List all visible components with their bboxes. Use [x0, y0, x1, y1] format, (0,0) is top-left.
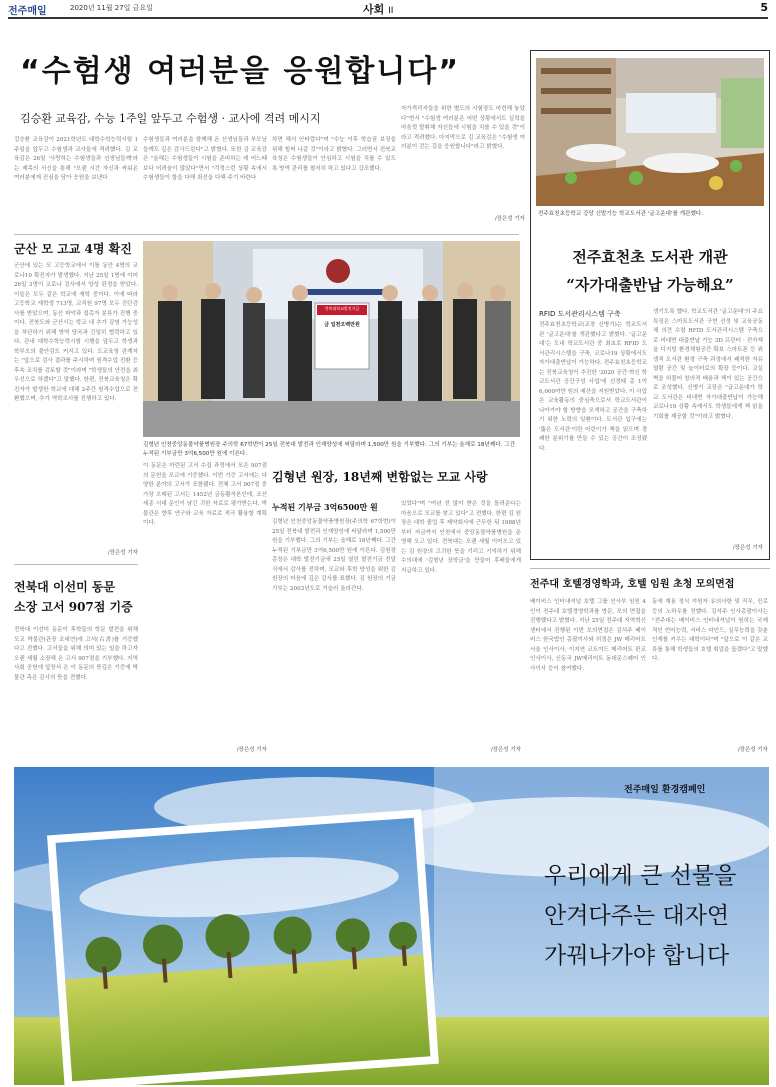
donation-headline: 김형년 원장, 18년째 변함없는 모교 사랑	[272, 470, 488, 484]
library-col1: 전주효천초등학교(교장 신병기)는 학교도서관 '글고운대'를 개관했다고 밝혔다. '글고운대'는 도내 학교도서관 중 최초로 RFID 도서관리시스템을 구축, 코로나19 상황에서도 자가대출반납이 가능하다. 전주효천초등학교는 전북교육청이 추진한 '2020 공간·혁신 학교도서관 공간구성 사업'에 선정돼 총 1억 6,000여만 원의 예산을 지원받았다. 이 사업은 교육활동의 중심축으로서 학교도서관이 나아가야 할 방향을 모색하고 공간을 구축하기 위한 노력의 일환이다. 도서관 입구에는 '뚫은 도서관'이란 어린이가 책을 읽으며 경쾌한 분위기를 만들 수 있는 공간이 조성됐다.	[539, 322, 647, 452]
banner-col1: 김승환 교육감이 2021학년도 대학수학능력시험 1주일을 앞두고 수험생과 교사들에 격려했다. 김 교육감은 26일 '사랑하는 수험생들과 선생님들께'라는 제목의 서신을 통해 "오랜 시간 자신과 싸워온 여러분에게 진심을 담아 응원을 보낸다	[14, 137, 138, 181]
hotel-rule	[530, 568, 770, 569]
header-rule	[8, 17, 768, 19]
donation-board-top: 전북대학교발전기금	[324, 306, 360, 311]
banner-headline: “수험생 여러분을 응원합니다”	[20, 54, 461, 89]
library-headline-1: 전주효천초 도서관 개관	[572, 248, 728, 266]
banner-byline: /장은성 기자	[494, 216, 525, 222]
lee-headline-2: 소장 고서 907점 기증	[14, 600, 133, 614]
library-photo	[536, 58, 764, 206]
masthead: 전주매일	[8, 6, 47, 17]
campaign-line-1: 우리에게 큰 선물을	[544, 863, 737, 889]
campaign-label: 전주매일 환경캠페인	[624, 785, 706, 795]
section-title: 사회 II	[363, 3, 394, 16]
donation-col2: 있었다"며 "여년 전 많이 받은 것을 돌려준다는 마음으로 모교를 찾고 있다"고 전했다. 한편 김 원장은 대학 졸업 후 제약회사에 근무한 뒤 1988년부터 지금까지 인천에서 중앙동물약품병원을 운영해 오고 있다. 전북대는 오랜 세월 이어오고 있는 김 원장의 고귀한 뜻을 기리고 기억하기 위해 수의대에 '김형년 장학금'을 만들어 후배들에게 지급하고 있다.	[401, 501, 521, 574]
banner-col3: 하면 해서 안타깝다"며 "수능 이후 학습권 보장을 위해 힘써 나갈 것"이라고 밝혔다. 그러면서 전북교육청은 수험생들이 안심하고 시험을 치를 수 있도록 방역 관리를 철저히 하고 있다고 강조했다.	[272, 137, 396, 172]
gunsan-body: 군산에 있는 모 고등학교에서 이틀 동안 4명의 코로나19 확진자가 발생했다. 지난 25일 1명에 이어 26일 3명이 코로나 검사에서 양성 판정을 받았다. 이들은 모두 같은 학교에 재학 중이다. 이에 따라 고등학교 재학생 713명, 교직원 97명 모두 진단검사를 받았으며, 동선 파악과 접촉자 분류가 진행 중이다. 전북도와 군산시는 학교 내 추가 감염 가능성을 차단하기 위해 방역 당국과 긴밀히 협력하고 있다. 관내 대학수학능력시험 시행을 앞두고 학생과 학부모의 불안감도 커지고 있다. 도교육청 관계자는 "앞으로 검사 결과를 주시하며 원격수업 전환 등 후속 조치를 검토할 것"이라며 "학생들의 안전을 최우선으로 하겠다"고 말했다. 한편, 전북교육청은 확진자가 발생한 학교에 대해 2주간 원격수업으로 전환했으며, 추가 역학조사를 진행하고 있다.	[14, 263, 138, 402]
gunsan-rule	[14, 234, 519, 235]
banner-col4: 자가격리자들을 위한 별도의 시험장도 마련해 놓았다"면서 "수험생 여러분은 어떤 상황에서도 실력을 마음껏 발휘해 자신들에 시험을 치를 수 있을 것"이라고 격려했다. 마지막으로 김 교육감은 "수험생 여러분이 걷는 길을 응원합니다"라고 밝혔다.	[401, 106, 525, 150]
donation-board-main: 금 일천오백만원	[324, 322, 360, 328]
donation-subhead: 누적된 기부금 3억6500만 원	[272, 502, 378, 512]
campaign-line-3: 가꿔나가야 합니다	[544, 943, 730, 969]
page-header	[8, 0, 768, 16]
hotel-byline: /장은성 기자	[737, 747, 768, 753]
library-headline-2: “자가대출반납 가능해요”	[566, 276, 734, 294]
issue-date: 2020년 11월 27일 금요일	[70, 4, 153, 12]
lee-rule	[14, 564, 138, 565]
hotel-headline: 전주대 호텔경영학과, 호텔 임원 초청 모의면접	[530, 579, 735, 590]
campaign-ad	[14, 767, 769, 1085]
donation-col1: 김형년 인천중앙동물약품병원장(주의학 67학번)이 25일 전북대 발전과 인재양성에 써달라며 1,500만 원을 기부했다. 그의 기부는 올해로 18년째다. 그간 누적된 기부금만 3억6,500만 원에 이른다. 김원장 총장은 대학 발전기금에 25일 열린 발전기금 전달식에서 감사를 전하며, 모교와 후학 양성을 위한 김 원장의 마음에 깊은 감사를 표했다. 김 원장의 기금 기부는 2003년도로 거슬러 올라간다.	[272, 519, 396, 592]
donation-photo-caption: 김형년 인천중앙동물약품병원장 주의학 67학번이 25일 전북대 발전과 인재양성에 써달라며 1,500만 원을 기부했다. 그의 기부는 올해로 18년째다. 그간 누적된 기부금만 3억6,500만 원에 이른다.	[143, 442, 515, 457]
donation-photo	[143, 241, 520, 437]
library-photo-caption: 전주효천초등학교 강당 신발기능 학교도서관 '글고운대'를 개관했다.	[538, 211, 704, 217]
banner-col2: 수험생들과 여러분을 함께해 온 선생님들과 부모님들께도 깊은 감사드린다"고 밝혔다. 또한 김 교육감은 "올해는 수험생들이 시험을 준비하는 데 어느때보다 어려움이 많았다"면서 "걱정스런 상황 속에서 수험생들이 합을 다해 최선을 다해 주기 바란다	[143, 137, 267, 181]
gunsan-byline: /장은성 기자	[107, 550, 138, 556]
lee-col2: 이 동문은 마련된 고서 수집 과정에서 모은 907점의 문헌을 모교에 기증했다. 이번 기증 고서에는 다양한 분야의 고서가 포함됐다. 전체 고서 907점 중 가장 오래된 고서는 1452년 금동활자본인데, 조선 세종 시대 문인이 남긴 귀한 자료로 평가받는다. 박물관은 향후 연구와 교육 자료로 적극 활용할 계획이다.	[143, 463, 267, 526]
page-number: 5	[760, 1, 768, 14]
lee-byline: /장은성 기자	[236, 747, 267, 753]
hotel-col1: 베이비스 인터내셔널 호텔 그룹 인사부 임원 4인이 전주대 호텔경영학과를 방문, 모의 면접을 진행했다고 밝혔다. 지난 25일 전주대 지역혁신센터에서 진행된 이번 모의면접은 김석주 베이비스 한국법인 총괄이사와 허정은 JW 메리어트 서울 인사이사, 이지연 코트야드 메리어트 판교 인사이사, 신동국 JW메리어트 동대문스퀘어 인사이사 등이 참여했다.	[530, 599, 646, 672]
donation-byline: /장은성 기자	[490, 747, 521, 753]
banner-subhead: 김승환 교육감, 수능 1주일 앞두고 수험생 · 교사에 격려 메시지	[20, 112, 321, 125]
lee-col1: 전북대 이선미 동문이 후학들의 학문 발전을 위해 모교 박물관(관장 조대연)에 고서(古書)를 기증했다고 전했다. 고서들을 위해 의미 있는 일을 하고자 오랜 세월 소장해 온 고서 907점을 기부했다. 지역사회 공헌에 앞장서 온 이 동문의 뜻깊은 기증에 박물관 측은 감사의 뜻을 전했다.	[14, 627, 138, 681]
library-byline: /장은성 기자	[732, 545, 763, 551]
campaign-line-2: 안겨다주는 대자연	[544, 903, 730, 929]
gunsan-headline: 군산 모 고교 4명 확진	[14, 242, 132, 256]
library-subhead: RFID 도서관리시스템 구축	[539, 310, 621, 318]
hotel-col2: 동에 재용 정식 지원자 유의사항 및 직무, 진로 등의 노하우를 전했다. 김석주 인사총괄이사는 "전주대는 베이비스 인터내셔널이 원하는 국제적인 언어능력, 서비스 마인드, 실무능력을 갖춘 인재를 키우는 대학이다"며 "앞으로 이 같은 교류를 통해 학생들의 호텔 취업을 돕겠다"고 말했다.	[652, 599, 768, 662]
lee-headline-1: 전북대 이선미 동문	[14, 580, 116, 594]
library-col2: 생기도록 했다. 학교도서관 '글고운대'의 주요 특징은 스마트도서관 구현 선정 및 교육공동체 의견 수렴 RFID 도서관리시스템 구축으로 비대면 대출반납 가능 3D 프린터 · 전자책을 디지털 환경체험공간 확보 스마트폰 등 위생적 도서관 환경 구축 과정에서 쾌적한 자유열람 공간 및 놀이터로의 확장 등이다. 교실 벽을 허물어 창의적 배움과 책이 있는 공간으로 조성했다. 신병기 교장은 "글고운대가 학교 도서관은 비대면 자가대출반납이 가능해 코로나19 상황 속에서도 학생들에게 책 읽을 기회를 제공할 것"이라고 밝혔다.	[653, 309, 763, 420]
